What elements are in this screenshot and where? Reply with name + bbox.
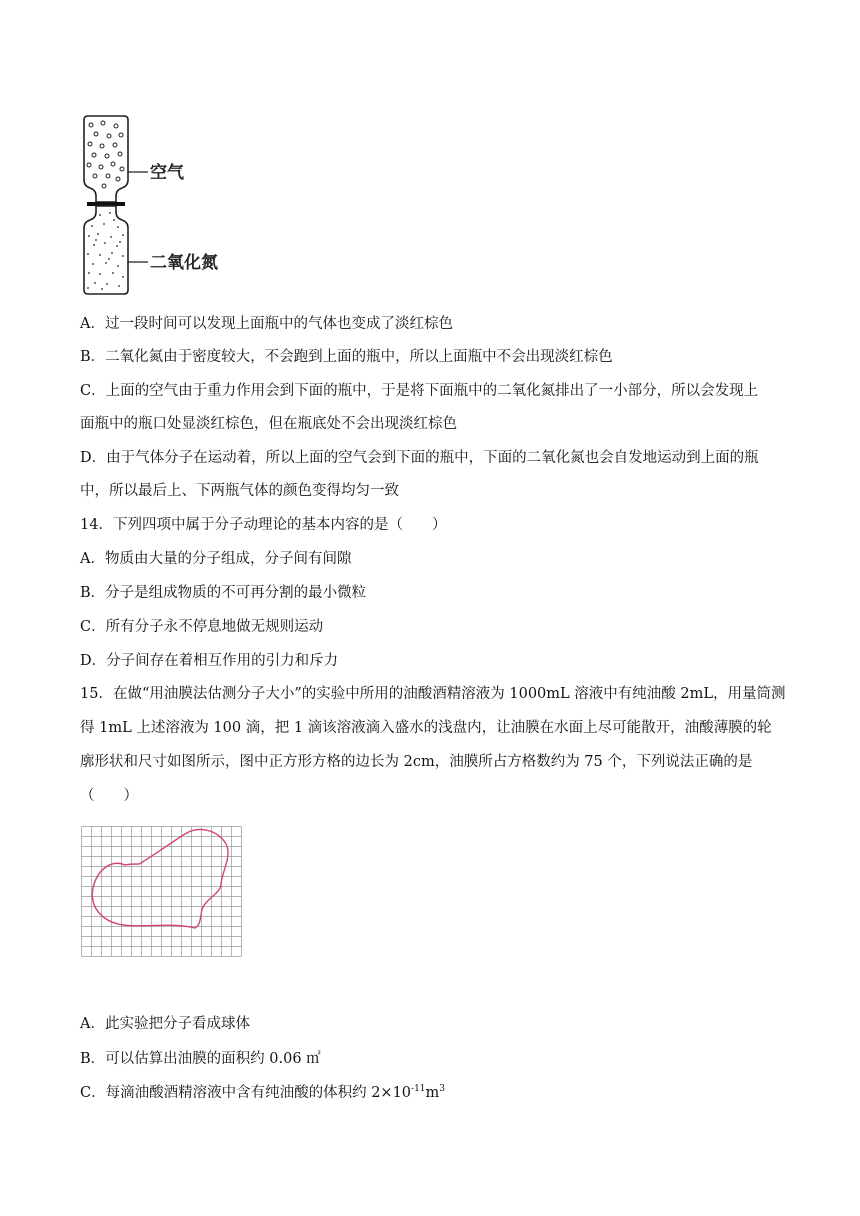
q15-option-c-exp2: 3 (439, 1084, 446, 1094)
q15-stem-1: 15．在做“用油膜法估测分子大小”的实验中所用的油酸酒精溶液为 1000mL 溶液中有纯油酸 2mL，用量筒测 (80, 686, 786, 702)
label-no2: 二氧化氮 (150, 253, 218, 273)
q13-option-c: C．上面的空气由于重力作用会到下面的瓶中，于是将下面瓶中的二氧化氮排出了一小部分，所以会发现上 (80, 383, 759, 399)
q15-stem-4: （ ） (80, 788, 138, 804)
q14-option-c: C．所有分子永不停息地做无规则运动 (80, 619, 324, 635)
label-air: 空气 (150, 163, 184, 183)
q13-option-b: B．二氧化氮由于密度较大，不会跑到上面的瓶中，所以上面瓶中不会出现淡红棕色 (80, 349, 613, 365)
q15-stem-2: 得 1mL 上述溶液为 100 滴，把 1 滴该溶液滴入盛水的浅盘内，让油膜在水面上尽可能散开，油酸薄膜的轮 (80, 720, 772, 736)
q13-option-d-cont: 中，所以最后上、下两瓶气体的颜色变得均匀一致 (80, 483, 399, 499)
q15-option-c-unit: m (425, 1085, 440, 1101)
q14-option-b: B．分子是组成物质的不可再分割的最小微粒 (80, 585, 367, 601)
q14-option-d: D．分子间存在着相互作用的引力和斥力 (80, 653, 339, 669)
q14-option-a: A．物质由大量的分子组成，分子间有间隙 (80, 551, 352, 567)
oil-film-outline (92, 830, 228, 928)
diffusion-bottles-figure (76, 112, 246, 302)
air-molecules (87, 121, 124, 188)
q15-option-c (80, 1083, 445, 1103)
q15-option-c-text: C．每滴油酸酒精溶液中含有纯油酸的体积约 2×10 (80, 1085, 412, 1101)
q15-option-c-exp1: -11 (411, 1084, 426, 1094)
q14-stem: 14．下列四项中属于分子动理论的基本内容的是（ ） (80, 517, 447, 533)
upper-bottle (84, 116, 128, 202)
no2-molecules (87, 212, 124, 290)
q15-option-a: A．此实验把分子看成球体 (80, 1016, 250, 1032)
q15-stem-3: 廓形状和尺寸如图所示，图中正方形方格的边长为 2cm，油膜所占方格数约为 75 个，下列说法正确的是 (80, 754, 753, 770)
q13-option-a: A．过一段时间可以发现上面瓶中的气体也变成了淡红棕色 (80, 316, 453, 332)
q15-option-b: B．可以估算出油膜的面积约 0.06 ㎡ (80, 1051, 321, 1067)
q13-option-c-cont: 面瓶中的瓶口处显淡红棕色，但在瓶底处不会出现淡红棕色 (80, 416, 457, 432)
oil-film-grid-figure (81, 826, 242, 957)
lower-bottle (84, 206, 128, 294)
q13-option-d: D．由于气体分子在运动着，所以上面的空气会到下面的瓶中，下面的二氧化氮也会自发地运动到上面的瓶 (80, 450, 759, 466)
